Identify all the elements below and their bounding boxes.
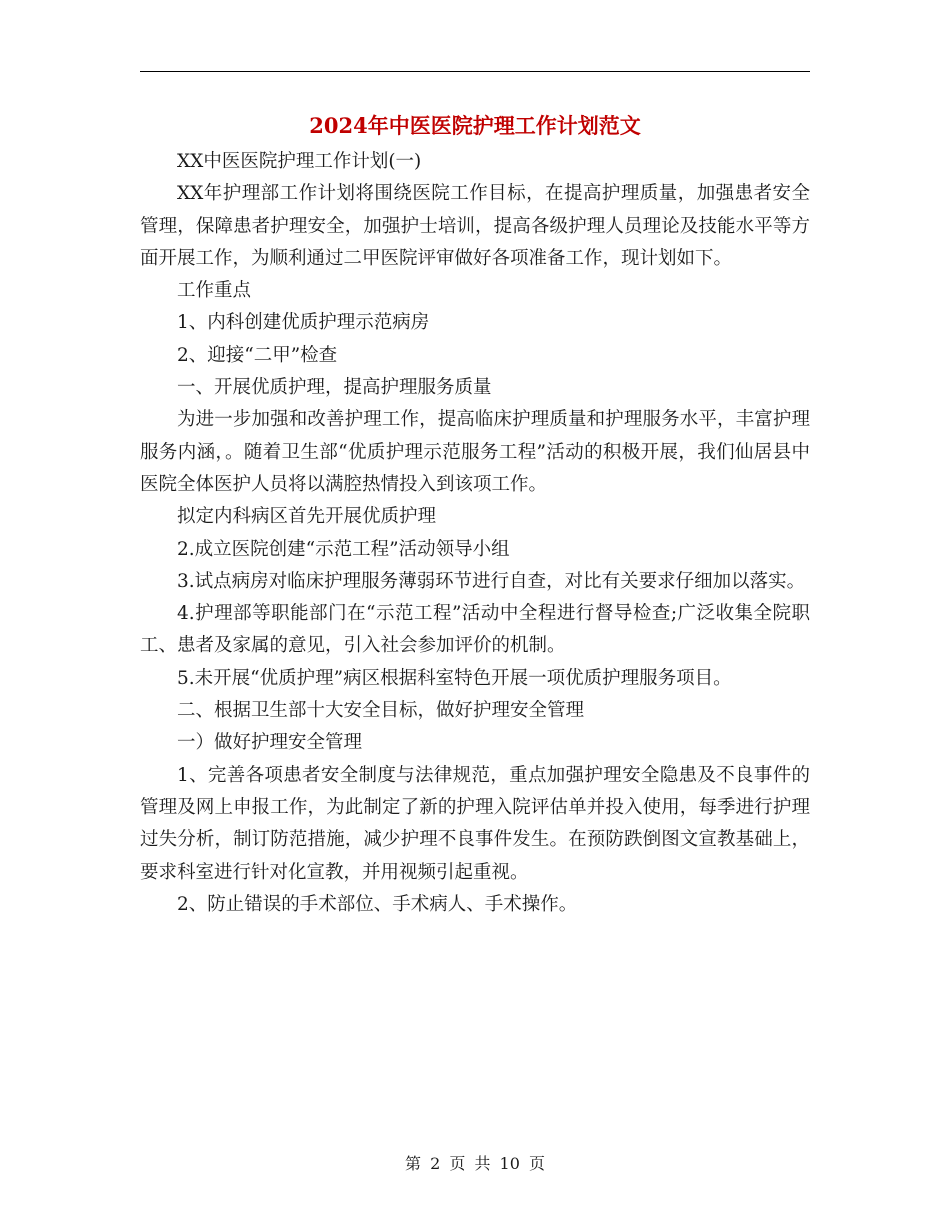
- document-title: 2024年中医医院护理工作计划范文: [309, 113, 641, 138]
- paragraph-key-points-heading: 工作重点: [177, 280, 252, 302]
- header-rule: [140, 71, 810, 72]
- paragraph-plan-item-5: 5.未开展“优质护理”病区根据科室特色开展一项优质护理服务项目。: [177, 667, 732, 689]
- paragraph-section-1-heading: 一、开展优质护理，提高护理服务质量: [177, 377, 492, 399]
- page-number: 第 2 页 共 10 页: [405, 1154, 545, 1173]
- paragraph-subsection-heading: 一）做好护理安全管理: [177, 732, 363, 754]
- document-body: [140, 146, 810, 921]
- paragraph-plan-item-4: 4.护理部等职能部门在“示范工程”活动中全程进行督导检查;广泛收集全院职工、患者及家属的意见，引入社会参加评价的机制。: [140, 603, 810, 657]
- paragraph-safety-item-2: 2、防止错误的手术部位、手术病人、手术操作。: [177, 893, 578, 915]
- paragraph-safety-item-1: 1、完善各项患者安全制度与法律规范，重点加强护理安全隐患及不良事件的管理及网上申报工作，为此制定了新的护理入院评估单并投入使用，每季进行护理过失分析，制订防范措施，减少护理不良事件发生。在预防跌倒图文宣教基础上，要求科室进行针对化宣教，并用视频引起重视。: [140, 764, 810, 883]
- paragraph-intro: XX年护理部工作计划将围绕医院工作目标，在提高护理质量，加强患者安全管理，保障患者护理安全，加强护士培训，提高各级护理人员理论及技能水平等方面开展工作，为顺利通过二甲医院评审做好各项准备工作，现计划如下。: [140, 183, 810, 269]
- paragraph-key-point-1: 1、内科创建优质护理示范病房: [177, 312, 430, 334]
- paragraph-plan-item: 拟定内科病区首先开展优质护理: [177, 506, 437, 528]
- paragraph-section-1-body: 为进一步加强和改善护理工作，提高临床护理质量和护理服务水平，丰富护理服务内涵，。随着卫生部“优质护理示范服务工程”活动的积极开展，我们仙居县中医院全体医护人员将以满腔热情投入到该项工作。: [140, 409, 810, 495]
- paragraph-plan-item-3: 3.试点病房对临床护理服务薄弱环节进行自查，对比有关要求仔细加以落实。: [177, 570, 806, 592]
- paragraph-subtitle: XX中医医院护理工作计划(一): [177, 151, 422, 172]
- paragraph-section-2-heading: 二、根据卫生部十大安全目标，做好护理安全管理: [177, 700, 585, 722]
- paragraph-plan-item-2: 2.成立医院创建“示范工程”活动领导小组: [177, 538, 510, 560]
- paragraph-key-point-2: 2、迎接“二甲”检查: [177, 344, 338, 366]
